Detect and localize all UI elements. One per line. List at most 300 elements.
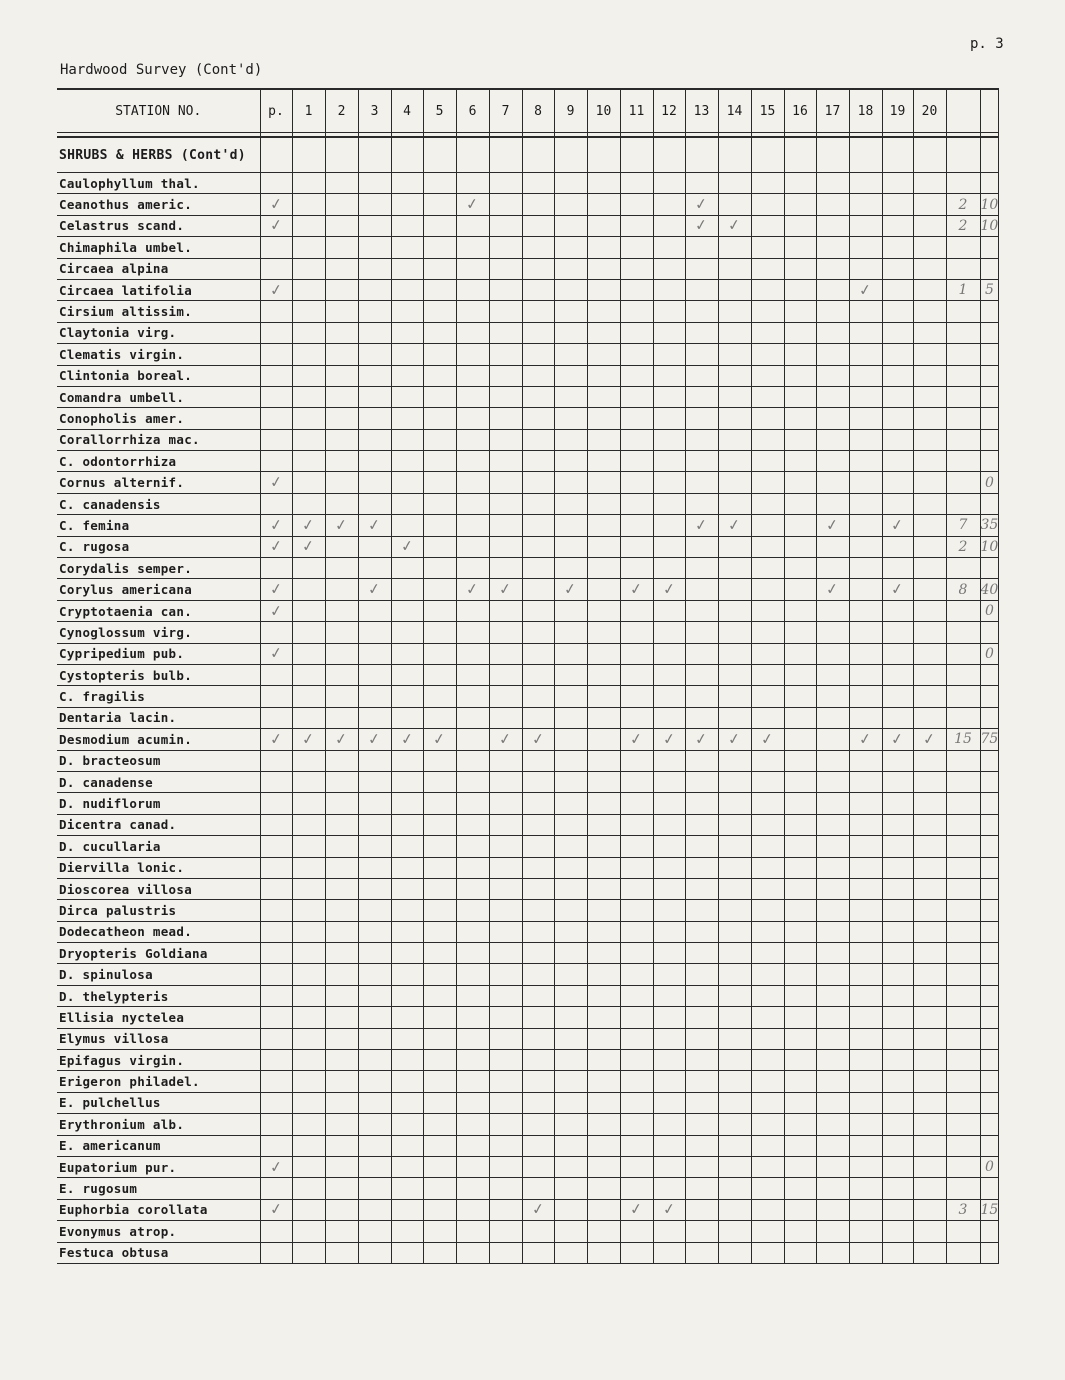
station-cell (456, 793, 489, 814)
station-cell (260, 1221, 292, 1242)
station-cell (292, 451, 325, 472)
station-cell (260, 943, 292, 964)
percent-cell (980, 301, 999, 322)
station-cell (292, 558, 325, 579)
species-name: Festuca obtusa (57, 1242, 260, 1263)
station-cell (653, 1071, 685, 1092)
station-cell (816, 1242, 849, 1263)
table-cell (718, 137, 751, 173)
station-cell (292, 964, 325, 985)
station-cell (358, 622, 391, 643)
species-name: Celastrus scand. (57, 215, 260, 236)
station-cell (784, 1007, 816, 1028)
station-cell (653, 194, 685, 215)
station-cell (718, 1007, 751, 1028)
station-cell (816, 686, 849, 707)
station-cell (456, 493, 489, 514)
station-cell (751, 878, 784, 899)
station-cell (423, 558, 456, 579)
station-cell (325, 173, 358, 194)
station-cell (816, 515, 849, 536)
station-cell (882, 472, 913, 493)
station-cell (391, 1156, 423, 1177)
count-cell (946, 536, 980, 557)
station-cell (784, 301, 816, 322)
station-cell (391, 857, 423, 878)
station-cell (653, 750, 685, 771)
station-cell (260, 279, 292, 300)
station-cell (456, 921, 489, 942)
station-label: STATION NO. (57, 89, 260, 133)
station-cell (489, 1221, 522, 1242)
station-cell (423, 344, 456, 365)
check-mark: ✓ (562, 579, 578, 599)
station-cell (489, 686, 522, 707)
station-cell (587, 515, 620, 536)
percent-cell (980, 900, 999, 921)
check-mark: ✓ (333, 515, 349, 535)
station-cell (653, 322, 685, 343)
station-cell (292, 857, 325, 878)
species-name: Erigeron philadel. (57, 1071, 260, 1092)
station-cell (423, 1050, 456, 1071)
station-cell (522, 793, 554, 814)
station-cell (816, 1028, 849, 1049)
count-cell (946, 237, 980, 258)
species-name: Circaea alpina (57, 258, 260, 279)
count-cell (946, 664, 980, 685)
station-cell (784, 600, 816, 621)
station-cell (718, 1221, 751, 1242)
station-cell (489, 344, 522, 365)
station-cell (456, 600, 489, 621)
table-cell (685, 137, 718, 173)
station-cell (620, 173, 653, 194)
station-cell (522, 579, 554, 600)
station-cell (784, 686, 816, 707)
station-cell (358, 536, 391, 557)
station-cell (260, 1178, 292, 1199)
percent-cell (980, 258, 999, 279)
station-cell (325, 1242, 358, 1263)
station-cell (784, 643, 816, 664)
station-cell (423, 1221, 456, 1242)
station-cell (456, 814, 489, 835)
station-cell (325, 985, 358, 1006)
station-cell (554, 600, 587, 621)
station-cell (423, 707, 456, 728)
station-cell (423, 771, 456, 792)
station-cell (292, 814, 325, 835)
station-cell (260, 729, 292, 750)
station-cell (325, 1114, 358, 1135)
station-cell (913, 1178, 946, 1199)
station-cell (718, 1199, 751, 1220)
station-cell (391, 386, 423, 407)
station-cell (784, 729, 816, 750)
station-cell (882, 1028, 913, 1049)
station-cell (913, 943, 946, 964)
table-row (57, 750, 999, 771)
station-cell (292, 643, 325, 664)
station-cell (849, 1028, 882, 1049)
station-cell (489, 301, 522, 322)
station-cell (489, 793, 522, 814)
station-cell (456, 1221, 489, 1242)
station-cell (260, 429, 292, 450)
station-cell (913, 215, 946, 236)
station-cell (456, 558, 489, 579)
station-cell (685, 985, 718, 1006)
station-cell (587, 878, 620, 899)
station-cell (913, 643, 946, 664)
count-cell (946, 1178, 980, 1199)
station-cell (292, 1199, 325, 1220)
percent-cell (980, 729, 999, 750)
station-cell (685, 429, 718, 450)
station-cell (718, 921, 751, 942)
station-cell (423, 322, 456, 343)
station-cell (260, 793, 292, 814)
station-cell (784, 344, 816, 365)
station-cell (718, 964, 751, 985)
station-cell (456, 579, 489, 600)
station-cell (653, 579, 685, 600)
check-mark: ✓ (399, 536, 415, 557)
station-cell (849, 536, 882, 557)
table-row (57, 771, 999, 792)
station-cell (522, 451, 554, 472)
percent-value: 0 (984, 1159, 994, 1176)
station-cell (292, 386, 325, 407)
station-cell (620, 664, 653, 685)
table-cell (816, 137, 849, 173)
station-cell (913, 173, 946, 194)
station-cell (653, 836, 685, 857)
station-cell (391, 451, 423, 472)
station-cell (292, 1028, 325, 1049)
count-cell (946, 1114, 980, 1135)
station-cell (391, 1050, 423, 1071)
station-cell (292, 985, 325, 1006)
station-cell (849, 964, 882, 985)
station-cell (751, 964, 784, 985)
table-row (57, 237, 999, 258)
station-cell (849, 686, 882, 707)
station-cell (358, 493, 391, 514)
station-cell (554, 707, 587, 728)
station-cell (489, 451, 522, 472)
station-cell (489, 707, 522, 728)
station-cell (620, 600, 653, 621)
station-cell (587, 643, 620, 664)
station-cell (358, 600, 391, 621)
station-cell (913, 857, 946, 878)
station-cell (587, 1071, 620, 1092)
station-cell (913, 878, 946, 899)
station-cell (456, 1178, 489, 1199)
count-cell (946, 1092, 980, 1113)
station-cell (685, 493, 718, 514)
station-cell (653, 1178, 685, 1199)
station-cell (751, 643, 784, 664)
station-cell (849, 279, 882, 300)
table-row (57, 472, 999, 493)
station-cell (816, 173, 849, 194)
station-cell (751, 237, 784, 258)
station-cell (816, 493, 849, 514)
station-cell (391, 793, 423, 814)
station-cell (489, 1242, 522, 1263)
station-cell (913, 836, 946, 857)
station-cell (391, 472, 423, 493)
station-cell (391, 429, 423, 450)
station-cell (685, 579, 718, 600)
station-cell (653, 707, 685, 728)
station-cell (784, 1242, 816, 1263)
station-cell (653, 878, 685, 899)
station-cell (423, 472, 456, 493)
station-cell (423, 1242, 456, 1263)
station-cell (456, 1007, 489, 1028)
check-mark: ✓ (300, 729, 316, 749)
table-row (57, 622, 999, 643)
station-cell (260, 301, 292, 322)
check-mark: ✓ (464, 579, 480, 599)
table-row (57, 1156, 999, 1177)
station-cell (456, 408, 489, 429)
table-cell (849, 137, 882, 173)
station-cell (456, 1156, 489, 1177)
percent-value: 0 (984, 645, 994, 662)
count-cell (946, 985, 980, 1006)
station-cell (816, 558, 849, 579)
station-cell (325, 643, 358, 664)
count-value: 2 (958, 538, 968, 555)
species-name: Cynoglossum virg. (57, 622, 260, 643)
count-value: 3 (958, 1201, 968, 1218)
station-cell (784, 1199, 816, 1220)
station-cell (718, 750, 751, 771)
station-cell (620, 365, 653, 386)
station-cell (718, 215, 751, 236)
station-cell (260, 536, 292, 557)
station-cell (751, 900, 784, 921)
table-row (57, 322, 999, 343)
station-cell (913, 429, 946, 450)
species-name: Dioscorea villosa (57, 878, 260, 899)
station-cell (784, 793, 816, 814)
percent-value: 40 (980, 581, 999, 598)
station-cell (718, 686, 751, 707)
species-name: Euphorbia corollata (57, 1199, 260, 1220)
check-mark: ✓ (693, 729, 709, 749)
check-mark: ✓ (824, 515, 840, 535)
station-cell (718, 1028, 751, 1049)
station-cell (718, 1092, 751, 1113)
station-cell (489, 1071, 522, 1092)
station-cell (325, 279, 358, 300)
station-cell (882, 964, 913, 985)
station-cell (554, 515, 587, 536)
station-cell (620, 921, 653, 942)
station-cell (587, 921, 620, 942)
station-cell (522, 237, 554, 258)
station-cell (718, 1050, 751, 1071)
station-cell (620, 1178, 653, 1199)
station-cell (587, 707, 620, 728)
station-cell (751, 771, 784, 792)
station-cell (913, 771, 946, 792)
station-cell (718, 600, 751, 621)
table-row (57, 536, 999, 557)
station-cell (685, 664, 718, 685)
station-cell (849, 1007, 882, 1028)
table-row (57, 344, 999, 365)
station-cell (522, 1092, 554, 1113)
station-cell (325, 707, 358, 728)
station-cell (913, 664, 946, 685)
station-cell (325, 194, 358, 215)
table-cell (784, 137, 816, 173)
station-cell (913, 194, 946, 215)
station-cell (816, 793, 849, 814)
station-cell (423, 215, 456, 236)
station-cell (489, 472, 522, 493)
station-cell (423, 878, 456, 899)
station-cell (456, 258, 489, 279)
check-mark: ✓ (628, 579, 644, 599)
table-row (57, 964, 999, 985)
check-mark: ✓ (726, 215, 742, 236)
station-cell (816, 194, 849, 215)
station-cell (325, 1221, 358, 1242)
station-cell (751, 857, 784, 878)
station-cell (653, 729, 685, 750)
station-cell (292, 600, 325, 621)
table-row (57, 515, 999, 536)
station-cell (849, 173, 882, 194)
percent-cell (980, 1199, 999, 1220)
station-cell (718, 707, 751, 728)
station-cell (913, 1028, 946, 1049)
station-cell (718, 643, 751, 664)
station-cell (784, 215, 816, 236)
check-mark: ✓ (530, 729, 546, 749)
station-cell (260, 1156, 292, 1177)
column-header: 13 (685, 89, 718, 133)
station-cell (423, 279, 456, 300)
check-mark: ✓ (464, 194, 480, 214)
station-cell (784, 515, 816, 536)
station-cell (784, 707, 816, 728)
station-cell (620, 985, 653, 1006)
percent-cell (980, 1114, 999, 1135)
station-cell (685, 964, 718, 985)
station-cell (653, 1242, 685, 1263)
station-cell (292, 1050, 325, 1071)
species-name: Clematis virgin. (57, 344, 260, 365)
station-cell (653, 643, 685, 664)
station-cell (620, 814, 653, 835)
station-cell (849, 493, 882, 514)
station-cell (391, 536, 423, 557)
station-cell (913, 408, 946, 429)
station-cell (816, 237, 849, 258)
table-cell (325, 137, 358, 173)
station-cell (751, 1221, 784, 1242)
percent-cell (980, 215, 999, 236)
species-name: D. canadense (57, 771, 260, 792)
count-cell (946, 558, 980, 579)
check-mark: ✓ (661, 1199, 677, 1220)
station-cell (489, 258, 522, 279)
check-mark: ✓ (268, 643, 284, 664)
station-cell (391, 194, 423, 215)
station-cell (620, 1135, 653, 1156)
station-cell (653, 1092, 685, 1113)
species-name: Cornus alternif. (57, 472, 260, 493)
count-cell (946, 472, 980, 493)
station-cell (325, 600, 358, 621)
station-cell (489, 964, 522, 985)
column-header: 6 (456, 89, 489, 133)
station-cell (882, 322, 913, 343)
station-cell (456, 771, 489, 792)
station-cell (620, 215, 653, 236)
station-cell (522, 1199, 554, 1220)
station-cell (391, 943, 423, 964)
station-cell (751, 451, 784, 472)
station-cell (456, 1199, 489, 1220)
table-cell (489, 137, 522, 173)
station-cell (816, 322, 849, 343)
station-cell (882, 493, 913, 514)
station-cell (653, 1199, 685, 1220)
station-cell (849, 215, 882, 236)
station-cell (620, 1028, 653, 1049)
station-cell (587, 194, 620, 215)
station-cell (816, 836, 849, 857)
count-cell (946, 964, 980, 985)
station-cell (489, 579, 522, 600)
table-row (57, 1114, 999, 1135)
station-cell (391, 1071, 423, 1092)
station-cell (456, 386, 489, 407)
station-cell (325, 1050, 358, 1071)
station-cell (522, 1071, 554, 1092)
count-value: 1 (958, 282, 968, 299)
station-cell (718, 1242, 751, 1263)
station-cell (391, 707, 423, 728)
check-mark: ✓ (857, 279, 873, 300)
percent-cell (980, 964, 999, 985)
station-cell (292, 279, 325, 300)
count-cell (946, 365, 980, 386)
station-cell (784, 558, 816, 579)
station-cell (522, 964, 554, 985)
check-mark: ✓ (268, 472, 284, 492)
table-row (57, 279, 999, 300)
station-cell (882, 279, 913, 300)
station-cell (718, 536, 751, 557)
station-cell (423, 493, 456, 514)
station-cell (554, 279, 587, 300)
station-cell (882, 386, 913, 407)
station-cell (358, 943, 391, 964)
station-cell (587, 622, 620, 643)
station-cell (489, 857, 522, 878)
